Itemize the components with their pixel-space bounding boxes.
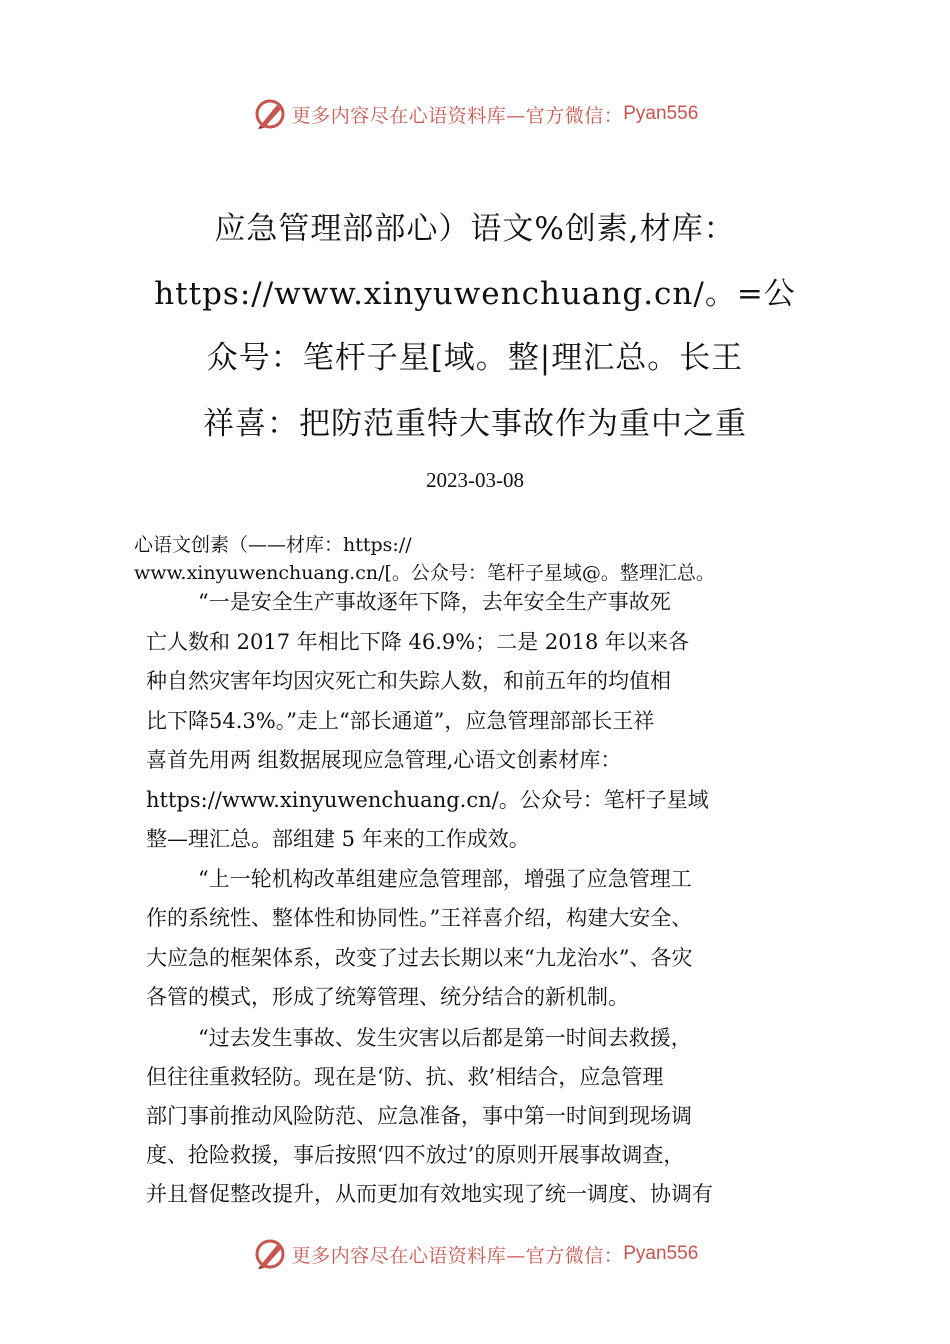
body-line: 并且督促整改提升，从而更加有效地实现了统一调度、协调有 xyxy=(146,1182,713,1206)
watermark-text: 更多内容尽在心语资料库—官方微信： xyxy=(291,104,624,127)
body-line: 作的系统性、整体性和协同性。”王祥喜介绍，构建大安全、 xyxy=(146,906,693,930)
pen-logo-icon xyxy=(252,96,288,132)
watermark-wechat-id: Pyan556 xyxy=(623,103,699,124)
body-line: “一是安全生产事故逐年下降，去年安全生产事故死 xyxy=(198,590,671,614)
watermark-wechat-id: Pyan556 xyxy=(623,1243,699,1264)
body-line: https://www.xinyuwenchuang.cn/。公众号：笔杆子星域 xyxy=(146,788,709,812)
title-line-4: 祥喜：把防范重特大事故作为重中之重 xyxy=(203,406,747,442)
header-watermark xyxy=(0,92,950,136)
body-line: 喜首先用两 组数据展现应急管理,心语文创素材库： xyxy=(146,748,622,772)
source-line-1: 心语文创素（——材库：https:// xyxy=(134,534,412,556)
title-line-1: 应急管理部部心）语文%创素,材库： xyxy=(214,211,736,247)
body-line: 但往往重救轻防。现在是‘防、抗、救’相结合，应急管理 xyxy=(146,1065,664,1089)
title-line-3: 众号：笔杆子星[域。整|理汇总。长王 xyxy=(206,340,744,376)
source-line-2: www.xinyuwenchuang.cn/[。公众号：笔杆子星域@。整理汇总。 xyxy=(134,562,715,584)
title-line-2: https://www.xinyuwenchuang.cn/。=公 xyxy=(154,276,796,312)
body-line: 比下降54.3%。”走上“部长通道”，应急管理部部长王祥 xyxy=(146,709,655,733)
footer-watermark xyxy=(0,1232,950,1276)
body-line: 整—理汇总。部组建 5 年来的工作成效。 xyxy=(146,827,530,851)
body-line: 种自然灾害年均因灾死亡和失踪人数，和前五年的均值相 xyxy=(146,669,671,693)
body-line: 部门事前推动风险防范、应急准备，事中第一时间到现场调 xyxy=(146,1104,692,1128)
body-line: “上一轮机构改革组建应急管理部，增强了应急管理工 xyxy=(198,867,692,891)
body-line: 大应急的框架体系，改变了过去长期以来“九龙治水”、各灾 xyxy=(146,946,693,970)
body-line: 各管的模式，形成了统筹管理、统分结合的新机制。 xyxy=(146,985,629,1009)
body-line: “过去发生事故、发生灾害以后都是第一时间去救援， xyxy=(198,1026,692,1050)
watermark-text: 更多内容尽在心语资料库—官方微信： xyxy=(291,1244,624,1267)
body-line: 度、抢险救援，事后按照‘四不放过’的原则开展事故调查， xyxy=(146,1143,685,1167)
body-line: 亡人数和 2017 年相比下降 46.9%；二是 2018 年以来各 xyxy=(146,630,689,654)
publish-date: 2023-03-08 xyxy=(426,468,524,492)
pen-logo-icon xyxy=(252,1236,288,1272)
